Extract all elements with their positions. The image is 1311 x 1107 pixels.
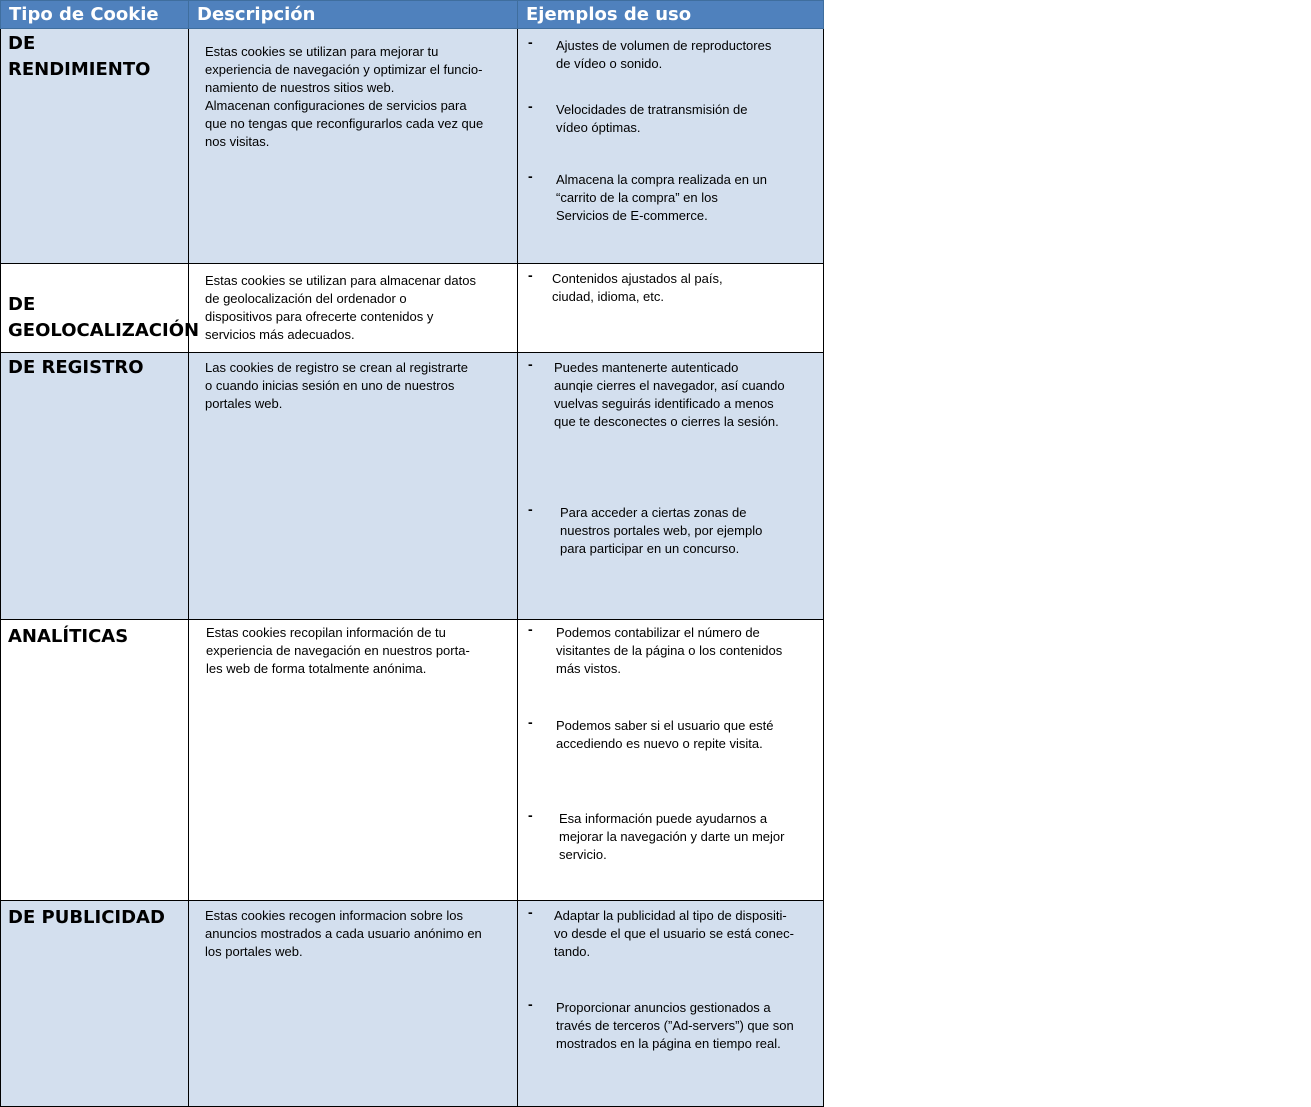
cookie-type-cell [1,353,189,620]
header-cookie-type: Tipo de Cookie [1,1,189,29]
example-item [526,714,817,753]
examples-cell [518,901,824,1107]
table-row [1,264,824,353]
cookie-type-cell [1,29,189,264]
example-text: Contenidos ajustados al país, ciudad, idioma, etc. [552,271,723,304]
cookie-type-label: ANALÍTICAS [8,626,129,647]
dash-bullet: - [528,714,533,730]
description-cell [189,29,518,264]
examples-cell [518,29,824,264]
examples-cell [518,264,824,353]
description-text: Las cookies de registro se crean al registrarte o cuando inicias sesión en uno de nuestros portales web. [205,360,469,411]
description-cell [189,353,518,620]
description-cell [189,901,518,1107]
example-text: Para acceder a ciertas zonas de nuestros portales web, por ejemplo para participar en un concurso. [560,505,763,556]
examples-cell [518,620,824,901]
example-item [526,807,817,864]
dash-bullet: - [528,807,533,823]
dash-bullet: - [528,621,533,637]
examples-cell [518,353,824,620]
example-item [526,356,817,431]
example-item [526,904,817,961]
dash-bullet: - [528,996,533,1012]
description-text: Estas cookies recogen informacion sobre los anuncios mostrados a cada usuario anónimo en los portales web. [205,908,482,959]
example-item [526,98,817,137]
dash-bullet: - [528,267,533,283]
description-cell [189,264,518,353]
dash-bullet: - [528,34,533,50]
description-text: Estas cookies se utilizan para mejorar tu experiencia de navegación y optimizar el funcio- namiento de nuestros sitios web. Almacenan configuraciones de servicios para que no tengas que reconfigurarlos cada vez que nos visitas. [205,44,484,149]
cookie-type-label: DE REGISTRO [8,357,144,378]
description-cell [189,620,518,901]
dash-bullet: - [528,501,533,517]
example-text: Esa información puede ayudarnos a mejorar la navegación y darte un mejor servicio. [559,811,785,862]
description-text: Estas cookies se utilizan para almacenar datos de geolocalización del ordenador o dispositivos para ofrecerte contenidos y servicios más adecuados. [205,273,476,342]
example-item [526,621,817,678]
table-row [1,901,824,1107]
dash-bullet: - [528,168,533,184]
table-row [1,353,824,620]
example-item [526,168,817,225]
cookie-type-cell [1,264,200,353]
cookie-type-cell [1,620,189,901]
example-text: Podemos saber si el usuario que esté accediendo es nuevo o repite visita. [556,718,774,751]
header-examples: Ejemplos de uso [518,1,824,29]
example-item [526,34,817,73]
example-text: Adaptar la publicidad al tipo de dispositi- vo desde el que el usuario se está conec- tando. [554,908,794,959]
example-item [526,996,817,1053]
table-header-row [1,1,824,29]
cookie-type-label: DE PUBLICIDAD [8,907,165,928]
dash-bullet: - [528,356,533,372]
description-text: Estas cookies recopilan información de tu experiencia de navegación en nuestros porta- les web de forma totalmente anónima. [206,625,470,676]
example-text: Almacena la compra realizada en un “carrito de la compra” en los Servicios de E-commerce. [556,172,768,223]
dash-bullet: - [528,904,533,920]
cookie-type-label: DE GEOLOCALIZACIÓN [8,294,200,341]
dash-bullet: - [528,98,533,114]
example-item [526,267,817,306]
example-text: Velocidades de tratransmisión de vídeo óptimas. [556,102,748,135]
cookie-type-label: DE RENDIMIENTO [8,33,151,80]
example-text: Podemos contabilizar el número de visitantes de la página o los contenidos más vistos. [556,625,783,676]
header-description: Descripción [189,1,518,29]
table-row [1,29,824,264]
example-text: Proporcionar anuncios gestionados a través de terceros (”Ad-servers”) que son mostrados en la página en tiempo real. [556,1000,794,1051]
example-item [526,501,817,558]
table-row [1,620,824,901]
example-text: Ajustes de volumen de reproductores de vídeo o sonido. [556,38,772,71]
cookie-type-cell [1,901,189,1107]
example-text: Puedes mantenerte autenticado aunqie cierres el navegador, así cuando vuelvas seguirás identificado a menos que te desconectes o cierres la sesión. [554,360,785,429]
